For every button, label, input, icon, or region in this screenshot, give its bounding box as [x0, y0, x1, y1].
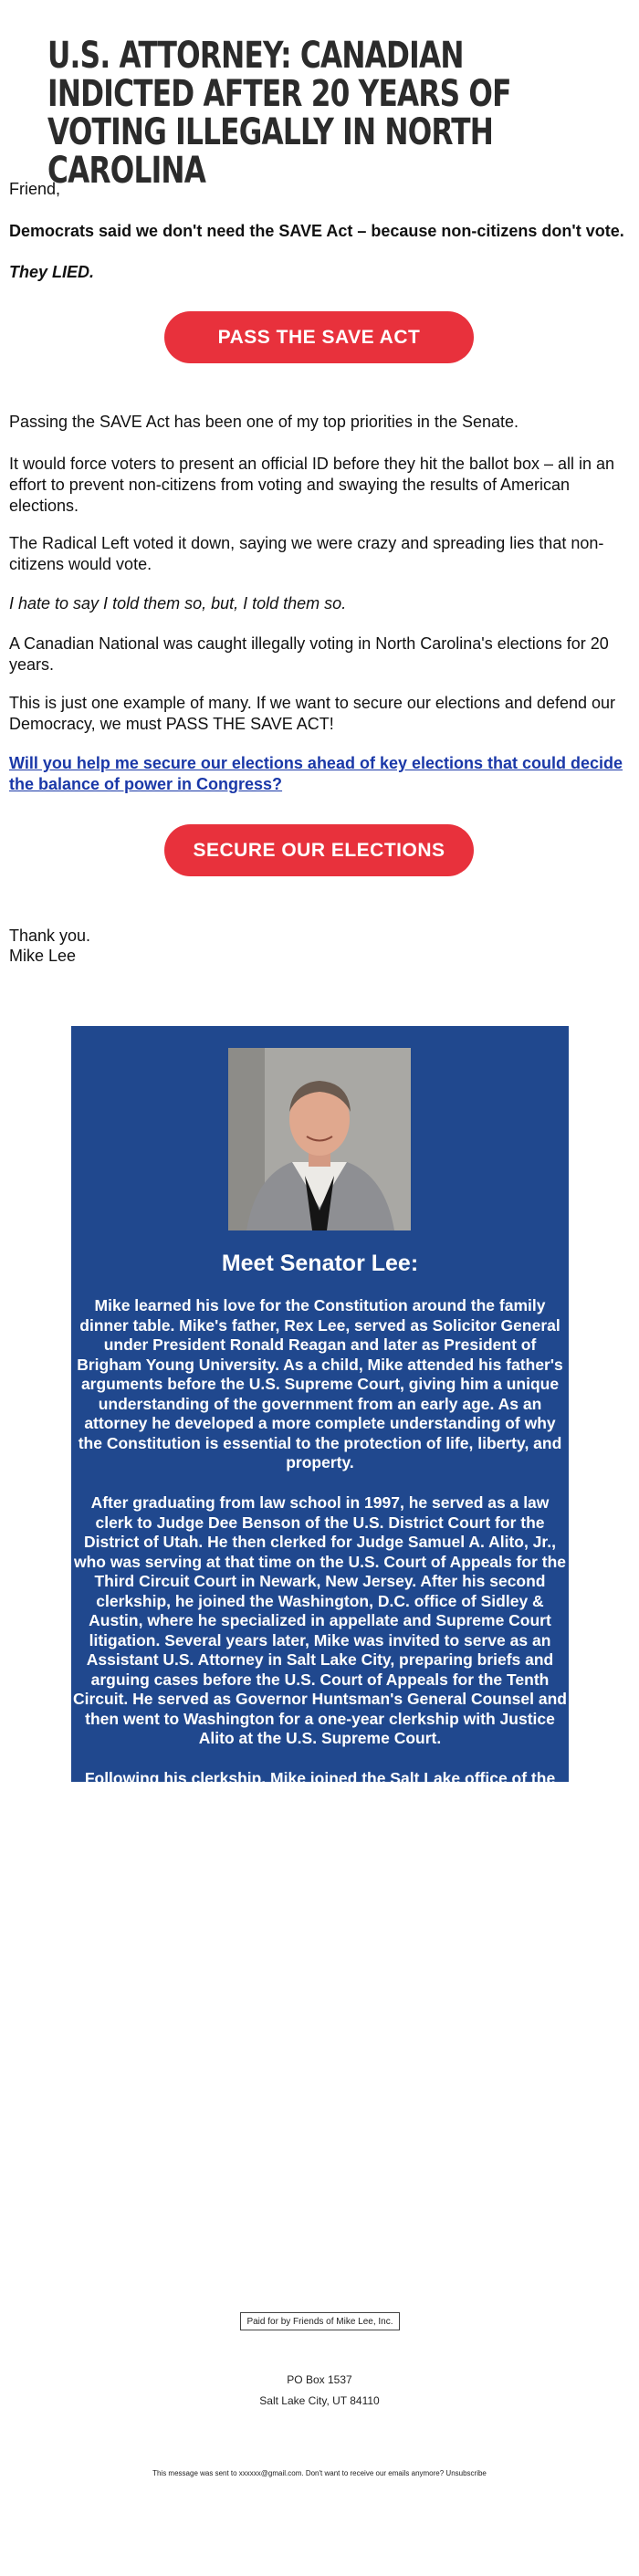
- help-senator-lee-button[interactable]: HELP SENATOR LEE: [175, 2049, 465, 2102]
- body-paragraph: I hate to say I told them so, but, I told them so.: [9, 594, 347, 613]
- claim-text: Democrats said we don't need the SAVE Act – because non-citizens don't vote.: [9, 222, 624, 240]
- bio-paragraph: Mike learned his love for the Constitution around the family dinner table. Mike's father, Rex Lee, served as Solicitor General under President Ronald Reagan and later as President of Brigham Young University. As a child, Mike attended his father's arguments before the U.S. Supreme Court, giving him a unique understanding of the government from an early age. As an attorney he developed a more complete understanding of why the Constitution is essential to the protection of life, liberty, and property.: [77, 1296, 563, 1471]
- pass-save-act-button[interactable]: PASS THE SAVE ACT: [164, 311, 474, 363]
- lied-text: They LIED.: [9, 263, 95, 281]
- bio-panel: [71, 1026, 569, 2086]
- paid-for-notice: Paid for by Friends of Mike Lee, Inc.: [240, 2312, 400, 2330]
- body-paragraph: It would force voters to present an official ID before they hit the ballot box – all in an effort to prevent non-citizens from voting and swaying the results of American elections.: [9, 455, 615, 515]
- body-paragraph: The Radical Left voted it down, saying we were crazy and spreading lies that non-citizens would vote.: [9, 534, 604, 573]
- body-paragraph: A Canadian National was caught illegally voting in North Carolina's elections for 20 years.: [9, 634, 609, 674]
- bio-paragraph: As Senator, Mike has been a staunch advocate for securing our elections and defending our Constitution. And the Radical Left HATES it! They've made defeating Senator Lee and PRIMARY FOCUS.: [79, 1888, 561, 1965]
- signoff-thanks: Thank you.: [9, 927, 91, 945]
- bio-paragraph: Following his clerkship, Mike joined the Salt Lake office of the Washington, D.C.-based law firm of Howrey LLP. Mike has earned a reputation as an outstanding lawyer based on his sound judgment, writing and courtroom advocacy skills, and thorough understanding of the Constitution.: [72, 1769, 568, 1866]
- address-line-2: Salt Lake City, UT 84110: [259, 2394, 380, 2407]
- body-paragraph: This is just one example of many. If we want to secure our elections and defend our Democracy, we must PASS THE SAVE ACT!: [9, 694, 616, 733]
- senator-photo: [228, 1048, 411, 1230]
- footer-notice: This message was sent to xxxxxx@gmail.com. Don't want to receive our emails anymore? Unsubscribe: [152, 2469, 487, 2477]
- address-line-1: PO Box 1537: [287, 2373, 352, 2386]
- greeting: Friend,: [9, 180, 61, 198]
- body-paragraph: Passing the SAVE Act has been one of my top priorities in the Senate.: [9, 413, 519, 431]
- help-secure-link[interactable]: Will you help me secure our elections ahead of key elections that could decide the balance of power in Congress?: [9, 754, 623, 793]
- bio-paragraph: Senator Lee needs your help. Will you chip in $10 or more to help him restore election integrity and preserve the Constitution?: [71, 1986, 569, 2025]
- senator-portrait-icon: [228, 1048, 411, 1230]
- bio-title: Meet Senator Lee:: [221, 1251, 419, 1276]
- secure-our-elections-button[interactable]: SECURE OUR ELECTIONS: [164, 824, 474, 876]
- headline: U.S. ATTORNEY: CANADIAN INDICTED AFTER 20 YEARS OF VOTING ILLEGALLY IN NORTH CAROLINA: [47, 35, 511, 192]
- signoff-name: Mike Lee: [9, 947, 77, 965]
- bio-paragraph: After graduating from law school in 1997, he served as a law clerk to Judge Dee Benson of the U.S. District Court for the District of Utah. He then clerked for Judge Samuel A. Alito, Jr., who was serving at that time on the U.S. Court of Appeals for the Third Circuit Court in Newark, New Jersey. After his second clerkship, he joined the Washington, D.C. office of Sidley & Austin, where he specialized in appellate and Supreme Court litigation. Several years later, Mike was invited to serve as an Assistant U.S. Attorney in Salt Lake City, preparing briefs and arguing cases before the U.S. Court of Appeals for the Tenth Circuit. He served as Governor Huntsman's General Counsel and then went to Washington for a one-year clerkship with Justice Alito at the U.S. Supreme Court.: [73, 1493, 567, 1747]
